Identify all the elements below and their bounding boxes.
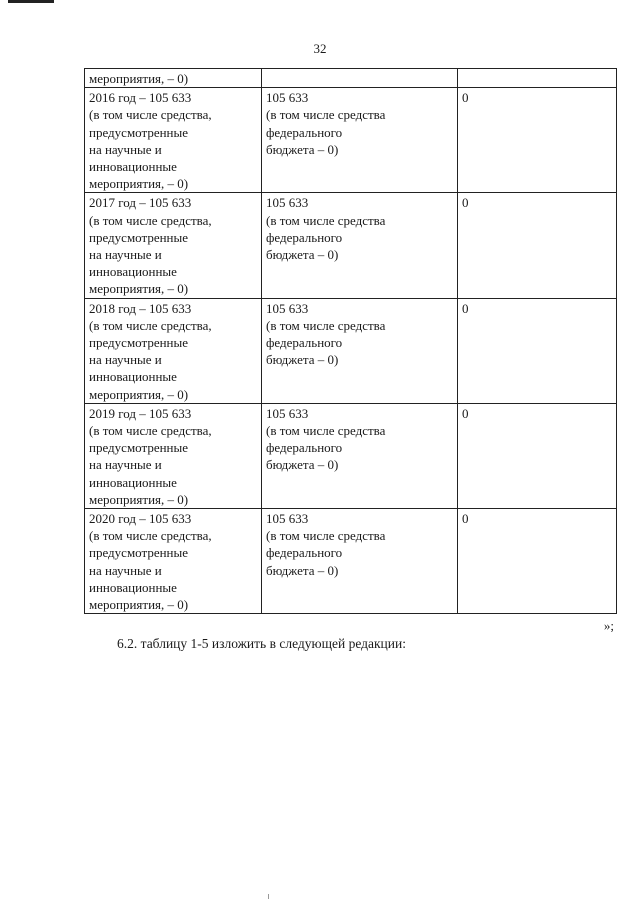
cell-period: 2020 год – 105 633 (в том числе средства, предусмотренные на научные и инновационные мероприятия, – 0) <box>85 509 262 614</box>
cell-total: 105 633 (в том числе средства федерального бюджета – 0) <box>262 403 458 508</box>
table-row <box>85 509 617 614</box>
corner-mark <box>8 0 54 3</box>
budget-table <box>84 68 617 614</box>
cell-other: 0 <box>458 298 617 403</box>
cell-other: 0 <box>458 403 617 508</box>
cell-period: 2016 год – 105 633 (в том числе средства, предусмотренные на научные и инновационные мероприятия, – 0) <box>85 88 262 193</box>
table-row <box>85 193 617 298</box>
cell-other: 0 <box>458 193 617 298</box>
table-row <box>85 88 617 193</box>
cell-other: 0 <box>458 88 617 193</box>
closing-quote: »; <box>603 618 614 633</box>
scan-mark <box>268 894 269 899</box>
cell-period: мероприятия, – 0) <box>85 69 262 88</box>
page-number: 32 <box>313 41 327 56</box>
cell-total <box>262 69 458 88</box>
cell-other: 0 <box>458 509 617 614</box>
cell-period: 2018 год – 105 633 (в том числе средства, предусмотренные на научные и инновационные мероприятия, – 0) <box>85 298 262 403</box>
instruction-text: 6.2. таблицу 1-5 изложить в следующей редакции: <box>117 636 406 651</box>
table-row <box>85 69 617 88</box>
table-row <box>85 298 617 403</box>
cell-period: 2019 год – 105 633 (в том числе средства, предусмотренные на научные и инновационные мероприятия, – 0) <box>85 403 262 508</box>
cell-total: 105 633 (в том числе средства федерального бюджета – 0) <box>262 509 458 614</box>
cell-total: 105 633 (в том числе средства федерального бюджета – 0) <box>262 88 458 193</box>
cell-total: 105 633 (в том числе средства федерального бюджета – 0) <box>262 298 458 403</box>
cell-total: 105 633 (в том числе средства федерального бюджета – 0) <box>262 193 458 298</box>
cell-period: 2017 год – 105 633 (в том числе средства, предусмотренные на научные и инновационные мероприятия, – 0) <box>85 193 262 298</box>
cell-other <box>458 69 617 88</box>
table-row <box>85 403 617 508</box>
